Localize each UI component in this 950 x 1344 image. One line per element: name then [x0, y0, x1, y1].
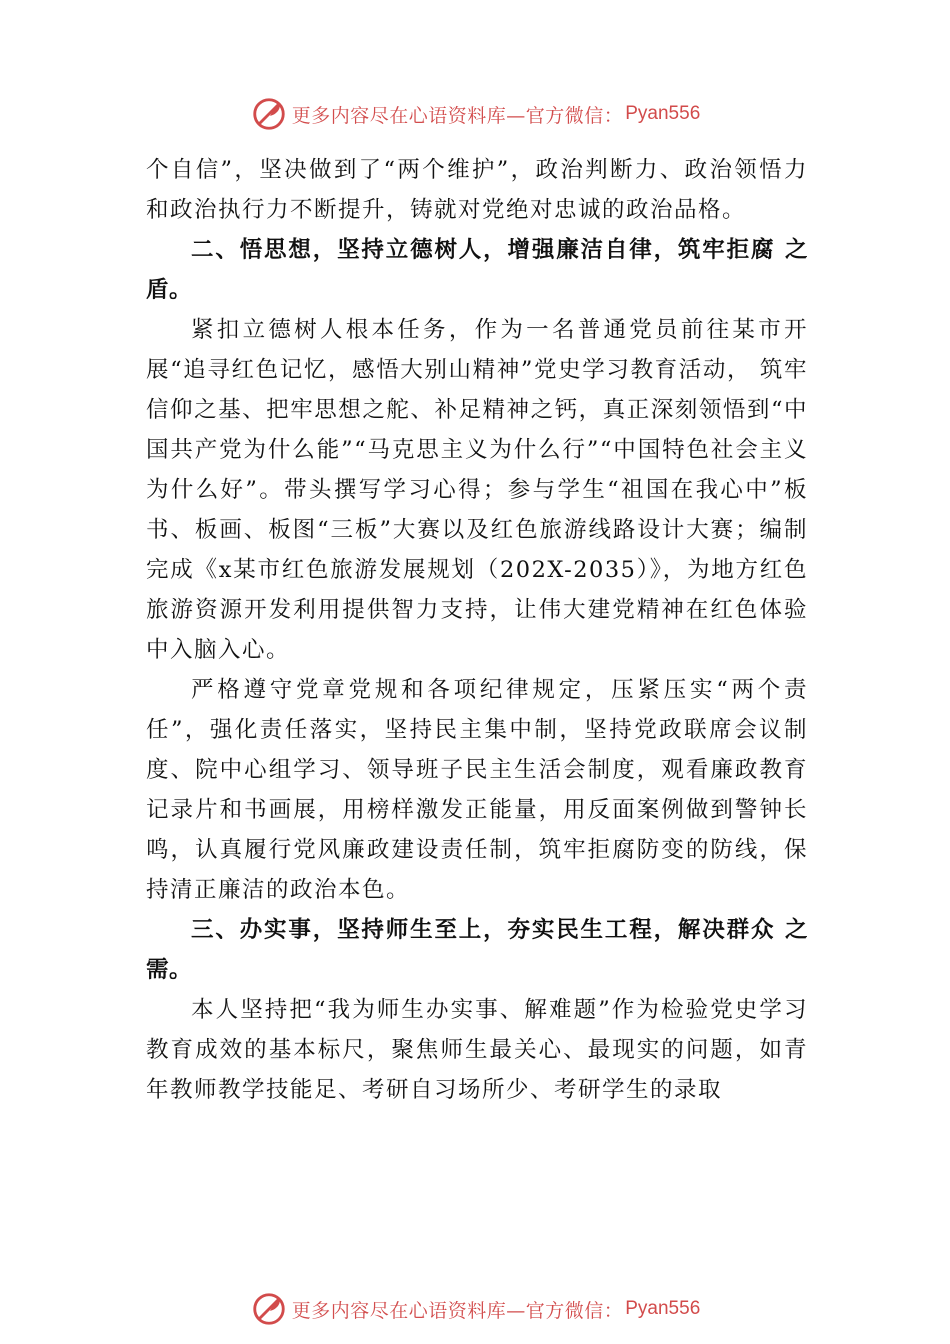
section-heading-2: 二、悟思想，坚持立德树人，增强廉洁自律，筑牢拒腐 之盾。 — [146, 237, 808, 303]
document-body — [146, 150, 808, 1110]
banner-text: 更多内容尽在心语资料库—官方微信： — [291, 1299, 624, 1322]
paragraph-4: 本人坚持把“我为师生办实事、解难题”作为检验党史学习教育成效的基本标尺，聚焦师生最关心、最现实的问题，如青年教师教学技能足、考研自习场所少、考研学生的录取 — [146, 997, 808, 1103]
quill-logo-icon — [250, 95, 288, 133]
wechat-id: Pyan556 — [625, 1298, 701, 1319]
paragraph-3: 严格遵守党章党规和各项纪律规定，压紧压实“两个责任”，强化责任落实，坚持民主集中制，坚持党政联席会议制度、院中心组学习、领导班子民主生活会制度，观看廉政教育记录片和书画展，用榜样激发正能量，用反面案例做到警钟长鸣，认真履行党风廉政建设责任制，筑牢拒腐防变的防线，保持清正廉洁的政治本色。 — [146, 677, 808, 903]
paragraph-2: 紧扣立德树人根本任务，作为一名普通党员前往某市开展“追寻红色记忆，感悟大别山精神”党史学习教育活动， 筑牢信仰之基、把牢思想之舵、补足精神之钙，真正深刻领悟到“中国共产党为什么能”“马克思主义为什么行”“中国特色社会主义为什么好”。带头撰写学习心得；参与学生“祖国在我心中”板书、板画、板图“三板”大赛以及红色旅游线路设计大赛；编制完成《x某市红色旅游发展规划（202X-2035）》，为地方红色旅游资源开发利用提供智力支持，让伟大建党精神在红色体验中入脑入心。 — [146, 317, 808, 663]
quill-logo-icon — [250, 1290, 288, 1328]
footer-banner — [0, 1289, 950, 1329]
banner-text: 更多内容尽在心语资料库—官方微信： — [291, 104, 624, 127]
paragraph-1: 个自信”，坚决做到了“两个维护”，政治判断力、政治领悟力和政治执行力不断提升，铸就对党绝对忠诚的政治品格。 — [146, 157, 808, 223]
section-heading-3: 三、办实事，坚持师生至上，夯实民生工程，解决群众 之需。 — [146, 917, 808, 983]
header-banner — [0, 94, 950, 134]
wechat-id: Pyan556 — [625, 103, 701, 124]
